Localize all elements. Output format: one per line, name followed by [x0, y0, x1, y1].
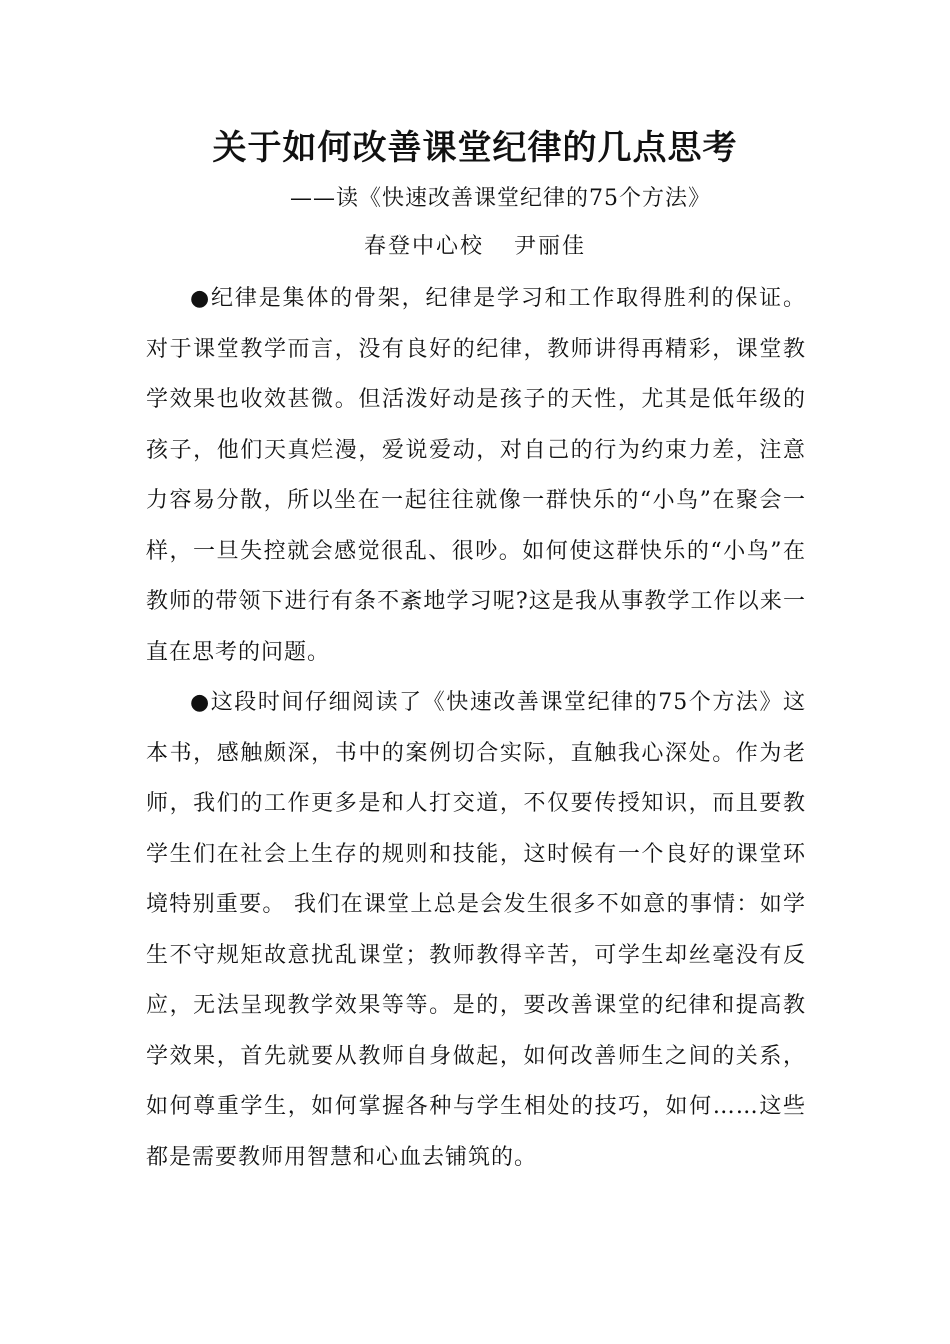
paragraph-text: 这段时间仔细阅读了《快速改善课堂纪律的75个方法》这本书，感触颇深，书中的案例切合实际，直触我心深处。作为老师，我们的工作更多是和人打交道，不仅要传授知识，而且要教学生们在社会上生存的规则和技能，这时候有一个良好的课堂环境特别重要。 我们在课堂上总是会发生很多不如意的事情：如学生不守规矩故意扰乱课堂；教师教得辛苦，可学生却丝毫没有反应，无法呈现教学效果等等。是的，要改善课堂的纪律和提高教学效果，首先就要从教师自身做起，如何改善师生之间的关系，如何尊重学生，如何掌握各种与学生相处的技巧，如何……这些都是需要教师用智慧和心血去铺筑的。 — [146, 690, 806, 1170]
document-title: 关于如何改善课堂纪律的几点思考 — [212, 128, 738, 168]
bullet-icon: ● — [190, 690, 211, 715]
author-line — [0, 232, 950, 262]
author-school: 春登中心校 — [363, 234, 484, 259]
author-name: 尹丽佳 — [514, 234, 587, 259]
bullet-icon: ● — [190, 286, 212, 311]
document-subtitle: ——读《快速改善课堂纪律的75个方法》 — [290, 186, 711, 211]
paragraph-2 — [146, 678, 806, 1183]
paragraph-1 — [146, 274, 806, 678]
document-body — [146, 274, 806, 1183]
paragraph-text: 纪律是集体的骨架，纪律是学习和工作取得胜利的保证。对于课堂教学而言，没有良好的纪律，教师讲得再精彩，课堂教学效果也收效甚微。但活泼好动是孩子的天性，尤其是低年级的孩子，他们天真烂漫，爱说爱动，对自己的行为约束力差，注意力容易分散，所以坐在一起往往就像一群快乐的“小鸟”在聚会一样，一旦失控就会感觉很乱、很吵。如何使这群快乐的“小鸟”在教师的带领下进行有条不紊地学习呢?这是我从事教学工作以来一直在思考的问题。 — [146, 286, 806, 665]
